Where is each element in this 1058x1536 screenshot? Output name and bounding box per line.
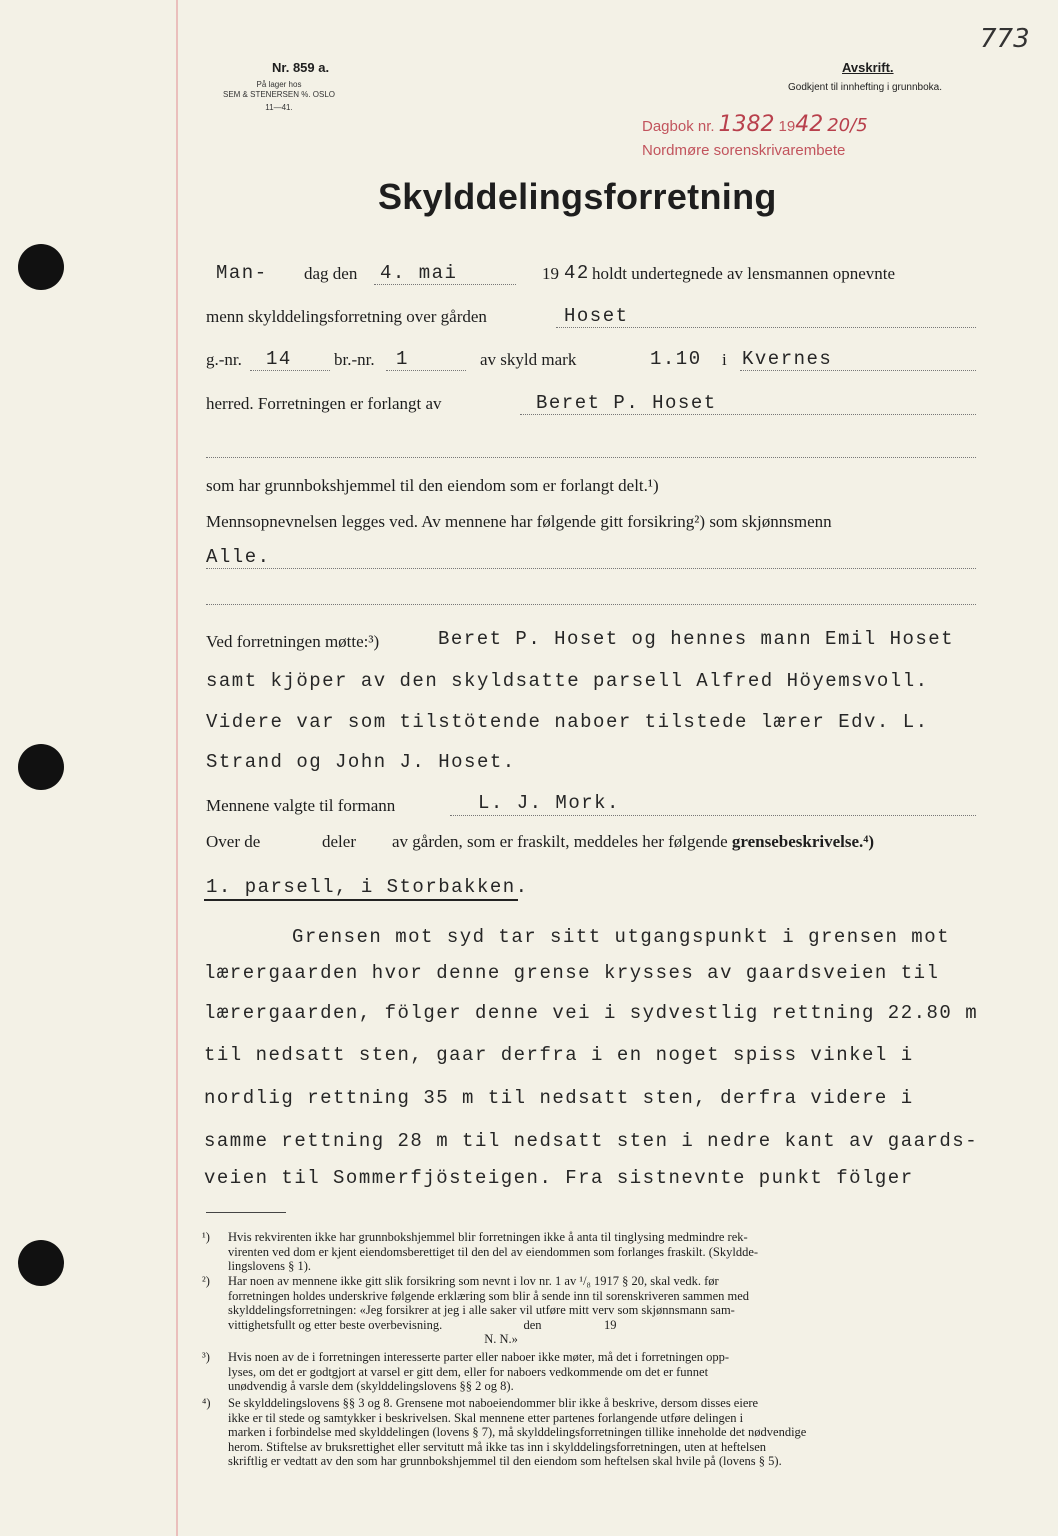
footnote: [202, 1350, 978, 1394]
footnote-line: Se skylddelingslovens §§ 3 og 8. Grensene mot naboeiendommer blir ikke å beskrive, dersom disses eiere: [228, 1396, 759, 1410]
body-line: lærergaarden hvor denne grense krysses av gaardsveien til: [204, 962, 940, 984]
motte-line: Strand og John J. Hoset.: [206, 751, 516, 773]
office-stamp: Nordmøre sorenskrivarembete: [642, 142, 846, 159]
punch-hole: [18, 1240, 64, 1286]
footnote: [202, 1396, 978, 1469]
deler-value: deler: [322, 832, 356, 851]
dagbok-year-prefix: 19: [778, 118, 796, 135]
i-label: i: [722, 350, 727, 369]
dagbok-year: 42: [795, 112, 824, 137]
footnote-line: vittighetsfullt og etter beste overbevisning. den 19: [228, 1317, 617, 1332]
form-number: Nr. 859 a.: [272, 60, 330, 75]
menn-text: Mennsopnevnelsen legges ved. Av mennene har følgende gitt forsikring²) som skjønnsmenn: [206, 512, 832, 531]
parsell-heading: 1. parsell, i Storbakken.: [206, 876, 529, 898]
avskrift-label: Avskrift.: [842, 60, 894, 75]
formann-label: Mennene valgte til formann: [206, 796, 396, 815]
punch-hole: [18, 244, 64, 290]
footnote-line: marken i forbindelse med skylddelingen (lovens § 7), må skylddelingsforretningen tillike inneholde det nødvendige: [228, 1425, 807, 1440]
motte-line: Beret P. Hoset og hennes mann Emil Hoset: [438, 628, 955, 650]
date-value: 4. mai: [380, 262, 458, 284]
dagbok-date: 20/5: [827, 115, 868, 136]
body-line: veien til Sommerfjösteigen. Fra sistnevnte punkt fölger: [204, 1167, 914, 1189]
fill-line: [450, 815, 976, 816]
punch-hole: [18, 744, 64, 790]
motte-line: samt kjöper av den skyldsatte parsell Alfred Höyemsvoll.: [206, 670, 929, 692]
publisher-line: SEM & STENERSEN %. OSLO: [222, 90, 336, 99]
menn-answer: Alle.: [206, 546, 271, 568]
footnote: [202, 1230, 978, 1274]
formann-value: L. J. Mork.: [478, 792, 620, 814]
fill-line: [250, 370, 330, 371]
footnote-line: skylddelingsforretningen: «Jeg forsikrer at jeg i alle saker vil utføre mitt verv som skjønnsmann sam-: [228, 1303, 735, 1318]
footnote-rule: [206, 1212, 286, 1213]
footnote-mark: ³): [202, 1350, 210, 1364]
heading-underline: [204, 899, 518, 901]
footnote-mark: ¹): [202, 1230, 210, 1244]
body-line: til nedsatt sten, gaar derfra i en noget spiss vinkel i: [204, 1044, 914, 1066]
footnote-line: Hvis rekvirenten ikke har grunnbokshjemmel blir forretningen ikke å anta til tinglysing medmindre rek-: [228, 1230, 748, 1244]
dagbok-stamp: [642, 112, 868, 137]
bnr-value: 1: [396, 348, 409, 370]
footnote-line: forretningen holdes underskrive følgende erklæring som blir å sende inn til sorenskriveren sammen med: [228, 1288, 750, 1303]
line1-text: holdt undertegnede av lensmannen opnevnte: [592, 264, 896, 283]
dagbok-number: 1382: [718, 112, 775, 137]
footnote-line: N. N.»: [228, 1332, 518, 1347]
motte-label: Ved forretningen møtte:³): [206, 632, 380, 651]
fill-line: [206, 604, 976, 605]
page-number: 773: [980, 24, 1030, 54]
fill-line: [206, 568, 976, 569]
body-line: samme rettning 28 m til nedsatt sten i nedre kant av gaards-: [204, 1130, 979, 1152]
requester-value: Beret P. Hoset: [536, 392, 717, 414]
document-title: Skylddelingsforretning: [378, 176, 777, 217]
dag-den-label: dag den: [304, 264, 358, 283]
hjemmel-text: som har grunnbokshjemmel til den eiendom som er forlangt delt.¹): [206, 476, 659, 495]
footnote-line: Har noen av mennene ikke gitt slik forsikring som nevnt i lov nr. 1 av ¹/₈ 1917 § 20, skal vedk. før: [228, 1274, 719, 1288]
skyld-label: av skyld mark: [480, 350, 577, 369]
fill-line: [386, 370, 466, 371]
footnote-line: lingslovens § 1).: [228, 1259, 311, 1274]
fill-line: [740, 370, 976, 371]
fill-line: [556, 327, 976, 328]
body-line: lærergaarden, fölger denne vei i sydvestlig rettning 22.80 m: [204, 1002, 979, 1024]
over-de-label: Over de: [206, 832, 261, 851]
gnr-label: g.-nr.: [206, 350, 242, 369]
farm-label: menn skylddelingsforretning over gården: [206, 307, 487, 326]
footnote: [202, 1274, 978, 1347]
footnote-mark: ²): [202, 1274, 210, 1288]
grense-text: [392, 832, 874, 852]
herred-value: Kvernes: [742, 348, 833, 370]
footnote-line: Hvis noen av de i forretningen interesserte parter eller naboer ikke møter, må det i forretningen opp-: [228, 1350, 730, 1364]
godkjent-label: Godkjent til innhefting i grunnboka.: [788, 82, 942, 93]
footnote-line: unødvendig å varsle dem (skylddelingslovens §§ 2 og 8).: [228, 1379, 514, 1394]
dagbok-label: Dagbok nr.: [642, 118, 715, 135]
fill-line: [206, 457, 976, 458]
grense-text-plain: av gården, som er fraskilt, meddeles her følgende: [392, 832, 728, 851]
skyld-value: 1.10: [650, 348, 702, 370]
footnote-line: virenten ved dom er kjent eiendomsberettiget til den del av eiendommen som forlanges fraskilt. (Skyldde-: [228, 1244, 759, 1259]
year-prefix: 19: [542, 264, 559, 283]
herred-label: herred. Forretningen er forlangt av: [206, 394, 442, 413]
publisher-line: 11—41.: [265, 103, 293, 112]
body-line: Grensen mot syd tar sitt utgangspunkt i grensen mot: [292, 926, 950, 948]
footnote-line: lyses, om det er godtgjort at varsel er gitt dem, eller for naboers vedkommende om det er funnet: [228, 1364, 709, 1379]
fill-line: [374, 284, 516, 285]
weekday-value: Man-: [216, 262, 268, 284]
grense-text-bold: grensebeskrivelse.⁴): [731, 832, 875, 851]
fill-line: [520, 414, 976, 415]
bnr-label: br.-nr.: [334, 350, 375, 369]
footnote-line: herom. Stiftelse av bruksrettighet eller servitutt må ikke tas inn i skylddelingsforretningen, uten at heftelsen: [228, 1439, 767, 1454]
footnote-mark: ⁴): [202, 1396, 211, 1410]
margin-line: [176, 0, 178, 1536]
publisher-line: På lager hos: [256, 80, 302, 89]
year-value: 42: [564, 262, 590, 284]
farm-value: Hoset: [564, 305, 629, 327]
footnote-line: skriftlig er vedtatt av den som har grunnbokshjemmel til den eiendom som heftelsen skal hvile på (lovens § 5).: [228, 1454, 782, 1469]
publisher-info: [214, 80, 344, 113]
gnr-value: 14: [266, 348, 292, 370]
body-line: nordlig rettning 35 m til nedsatt sten, derfra videre i: [204, 1087, 914, 1109]
motte-line: Videre var som tilstötende naboer tilstede lærer Edv. L.: [206, 711, 929, 733]
footnote-line: ikke er til stede og samtykker i beskrivelsen. Skal mennene etter partenes forlangende utføre delingen i: [228, 1410, 744, 1425]
